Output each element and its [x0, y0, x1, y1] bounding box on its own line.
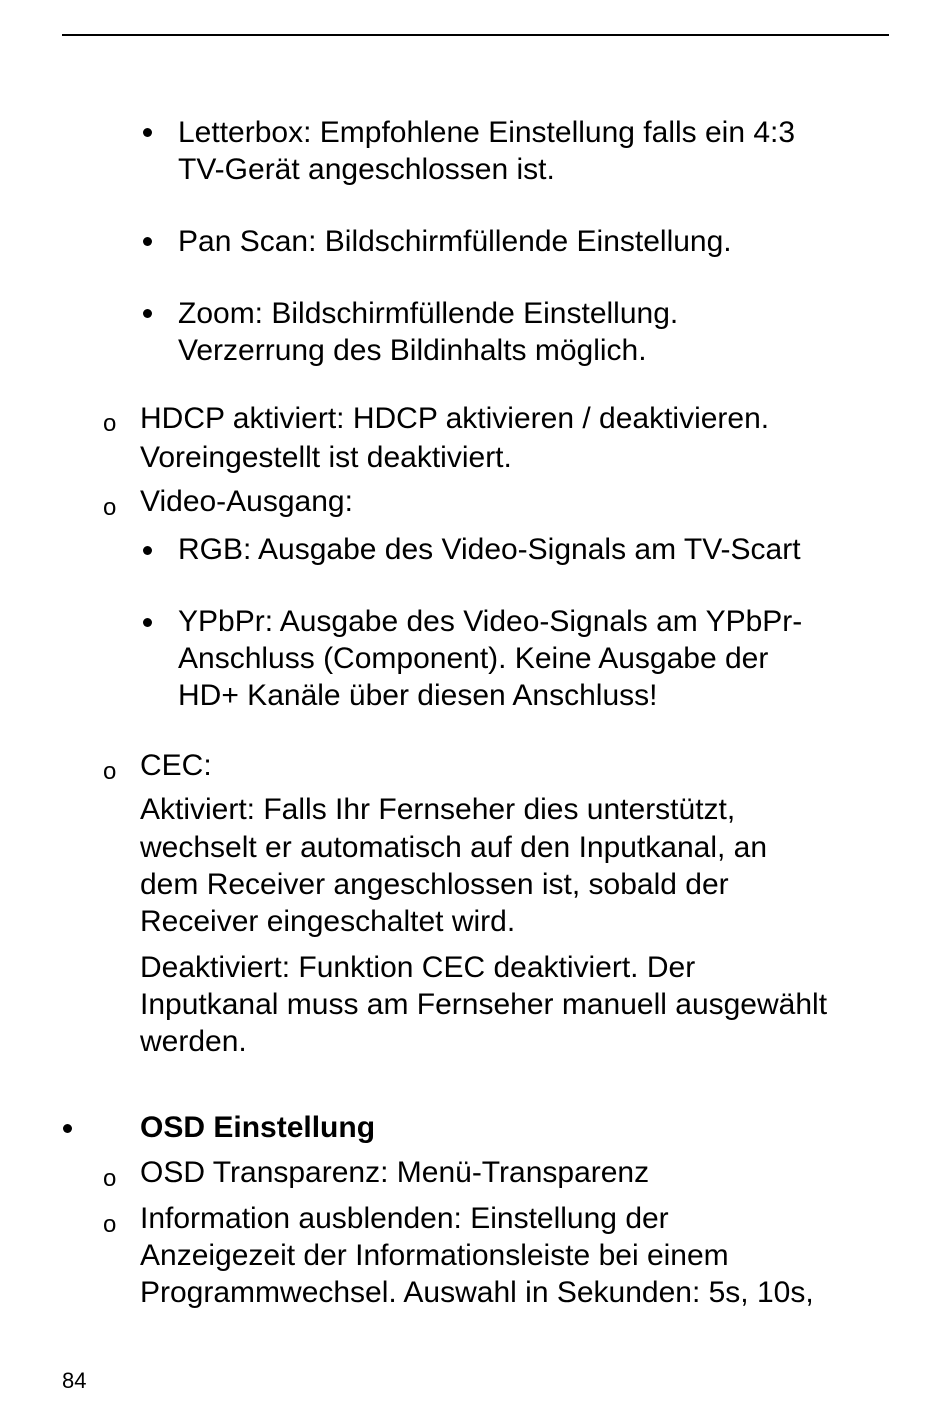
top-rule — [62, 34, 889, 36]
information-line-2: Anzeigezeit der Informationsleiste bei einem — [140, 1239, 729, 1272]
zoom-line-1: Zoom: Bildschirmfüllende Einstellung. — [178, 297, 679, 330]
letterbox-line-2: TV-Gerät angeschlossen ist. — [178, 153, 555, 186]
bullet-dot — [63, 1124, 72, 1133]
page-number: 84 — [62, 1368, 87, 1393]
osd-transparenz-line: OSD Transparenz: Menü-Transparenz — [140, 1156, 650, 1189]
circle-bullet-icon: o — [103, 758, 117, 785]
zoom-line-2: Verzerrung des Bildinhalts möglich. — [178, 334, 647, 367]
ypbpr-line-1: YPbPr: Ausgabe des Video-Signals am YPbPr- — [178, 605, 803, 638]
ypbpr-line-3: HD+ Kanäle über diesen Anschluss! — [178, 679, 658, 712]
bullet-dot — [143, 128, 152, 137]
hdcp-line-1: HDCP aktiviert: HDCP aktivieren / deaktivieren. — [140, 402, 770, 435]
cec-deaktiviert-line-1: Deaktiviert: Funktion CEC deaktiviert. Der — [140, 951, 696, 984]
pan-scan-line: Pan Scan: Bildschirmfüllende Einstellung. — [178, 225, 732, 258]
bullet-dot — [143, 309, 152, 318]
cec-aktiviert-line-1: Aktiviert: Falls Ihr Fernseher dies unterstützt, — [140, 793, 736, 826]
information-line-1: Information ausblenden: Einstellung der — [140, 1202, 669, 1235]
hdcp-line-2: Voreingestellt ist deaktiviert. — [140, 441, 512, 474]
cec-deaktiviert-line-2: Inputkanal muss am Fernseher manuell ausgewählt — [140, 988, 828, 1021]
circle-bullet-icon: o — [103, 1165, 117, 1192]
information-line-3: Programmwechsel. Auswahl in Sekunden: 5s, 10s, — [140, 1276, 814, 1309]
video-ausgang-line: Video-Ausgang: — [140, 485, 353, 518]
cec-line: CEC: — [140, 749, 212, 782]
cec-aktiviert-line-3: dem Receiver angeschlossen ist, sobald der — [140, 868, 729, 901]
circle-bullet-icon: o — [103, 1211, 117, 1238]
bullet-dot — [143, 546, 152, 555]
ypbpr-line-2: Anschluss (Component). Keine Ausgabe der — [178, 642, 769, 675]
cec-aktiviert-line-2: wechselt er automatisch auf den Inputkanal, an — [140, 831, 768, 864]
bullet-dot — [143, 618, 152, 627]
circle-bullet-icon: o — [103, 494, 117, 521]
osd-heading: OSD Einstellung — [140, 1111, 376, 1144]
circle-bullet-icon: o — [103, 410, 117, 437]
cec-aktiviert-line-4: Receiver eingeschaltet wird. — [140, 905, 516, 938]
bullet-dot — [143, 237, 152, 246]
rgb-line: RGB: Ausgabe des Video-Signals am TV-Scart — [178, 533, 801, 566]
cec-deaktiviert-line-3: werden. — [140, 1025, 247, 1058]
letterbox-line-1: Letterbox: Empfohlene Einstellung falls ein 4:3 — [178, 116, 796, 149]
